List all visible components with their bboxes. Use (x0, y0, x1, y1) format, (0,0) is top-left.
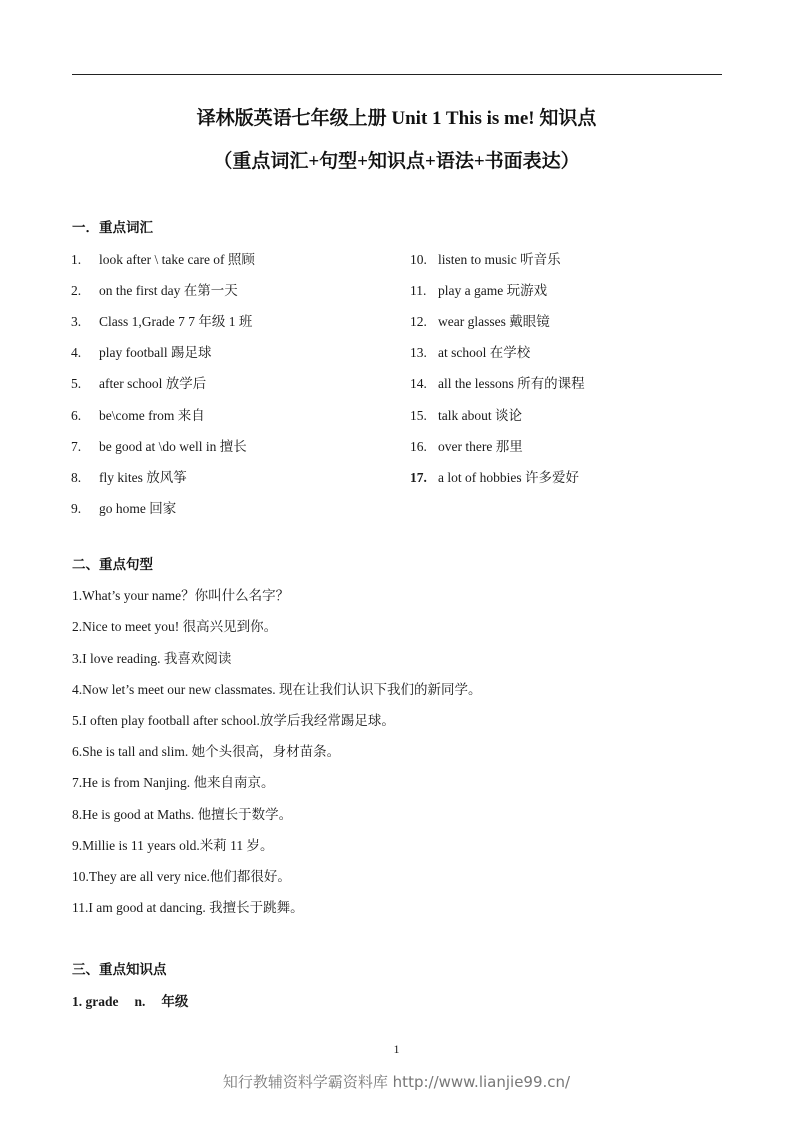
vocabulary-text: play a game 玩游戏 (438, 283, 548, 298)
vocabulary-item (410, 466, 579, 486)
vocabulary-item (71, 372, 206, 392)
sentence-item: 4.Now let’s meet our new classmates. 现在让我们认识下我们的新同学。 (72, 682, 482, 697)
vocabulary-number: 15. (410, 408, 427, 423)
sentence-item: 5.I often play football after school.放学后我经常踢足球。 (72, 713, 395, 728)
vocabulary-number: 7. (71, 439, 82, 454)
vocabulary-item (71, 497, 176, 517)
knowledge-meaning: 年级 (161, 994, 189, 1009)
vocabulary-text: be good at \do well in 擅长 (99, 439, 247, 454)
vocabulary-text: over there 那里 (438, 439, 523, 454)
knowledge-word: 1. grade (72, 994, 119, 1009)
knowledge-pos: n. (134, 994, 146, 1009)
vocabulary-text: a lot of hobbies 许多爱好 (438, 470, 579, 485)
vocabulary-item (71, 310, 252, 330)
sentence-item: 2.Nice to meet you! 很高兴见到你。 (72, 619, 278, 634)
vocabulary-number: 5. (71, 376, 82, 391)
vocabulary-number: 16. (410, 439, 427, 454)
footer-watermark: 知行教辅资料学霸资料库 http://www.lianjie99.cn/ (222, 1073, 571, 1091)
vocabulary-number: 11. (410, 283, 427, 298)
vocabulary-number: 12. (410, 314, 427, 329)
sentence-item: 3.I love reading. 我喜欢阅读 (72, 651, 232, 666)
vocabulary-number: 4. (71, 345, 82, 360)
vocabulary-text: listen to music 听音乐 (438, 252, 561, 267)
vocabulary-text: look after \ take care of 照顾 (99, 252, 255, 267)
vocabulary-text: wear glasses 戴眼镜 (438, 314, 550, 329)
vocabulary-item (410, 248, 561, 268)
vocabulary-item (71, 466, 187, 486)
sentence-item: 6.She is tall and slim. 她个头很高，身材苗条。 (72, 744, 341, 759)
sentence-item: 9.Millie is 11 years old.米莉 11 岁。 (72, 838, 274, 853)
vocabulary-text: on the first day 在第一天 (99, 283, 238, 298)
vocabulary-number: 1. (71, 252, 82, 267)
knowledge-item (72, 990, 204, 1010)
vocabulary-number: 9. (71, 501, 82, 516)
vocabulary-text: be\come from 来自 (99, 408, 205, 423)
vocabulary-number: 2. (71, 283, 82, 298)
vocabulary-number: 6. (71, 408, 82, 423)
vocabulary-text: after school 放学后 (99, 376, 207, 391)
vocabulary-text: fly kites 放风筝 (99, 470, 187, 485)
sentence-item: 8.He is good at Maths. 他擅长于数学。 (72, 807, 293, 822)
vocabulary-item (410, 372, 585, 392)
vocabulary-text: Class 1,Grade 7 7 年级 1 班 (99, 314, 253, 329)
vocabulary-item (71, 279, 238, 299)
vocabulary-text: play football 踢足球 (99, 345, 212, 360)
vocabulary-item (71, 341, 211, 361)
vocabulary-item (71, 248, 255, 268)
sentence-item: 7.He is from Nanjing. 他来自南京。 (72, 775, 275, 790)
vocabulary-number: 8. (71, 470, 82, 485)
vocabulary-text: talk about 谈论 (438, 408, 522, 423)
vocabulary-text: go home 回家 (99, 501, 177, 516)
section-heading-vocabulary: 一．重点词汇 (72, 220, 153, 235)
vocabulary-number: 14. (410, 376, 427, 391)
vocabulary-item (410, 404, 522, 424)
vocabulary-item (410, 310, 550, 330)
vocabulary-item (410, 341, 530, 361)
vocabulary-item (410, 279, 547, 299)
vocabulary-item (71, 404, 205, 424)
header-rule (72, 74, 722, 75)
vocabulary-number: 3. (71, 314, 82, 329)
sentence-item: 1.What’s your name？你叫什么名字？ (72, 588, 290, 603)
vocabulary-item (410, 435, 523, 455)
vocabulary-number: 13. (410, 345, 427, 360)
document-title: 译林版英语七年级上册 Unit 1 This is me! 知识点 (196, 108, 597, 129)
page-number: 1 (393, 1042, 400, 1056)
section-heading-knowledge: 三、重点知识点 (72, 962, 167, 977)
vocabulary-number: 17. (410, 470, 427, 485)
vocabulary-number: 10. (410, 252, 427, 267)
section-heading-sentences: 二、重点句型 (72, 557, 153, 572)
document-subtitle: （重点词汇+句型+知识点+语法+书面表达） (213, 151, 580, 172)
vocabulary-item (71, 435, 247, 455)
sentence-item: 10.They are all very nice.他们都很好。 (72, 869, 291, 884)
sentence-item: 11.I am good at dancing. 我擅长于跳舞。 (72, 900, 304, 915)
vocabulary-text: at school 在学校 (438, 345, 531, 360)
vocabulary-text: all the lessons 所有的课程 (438, 376, 585, 391)
